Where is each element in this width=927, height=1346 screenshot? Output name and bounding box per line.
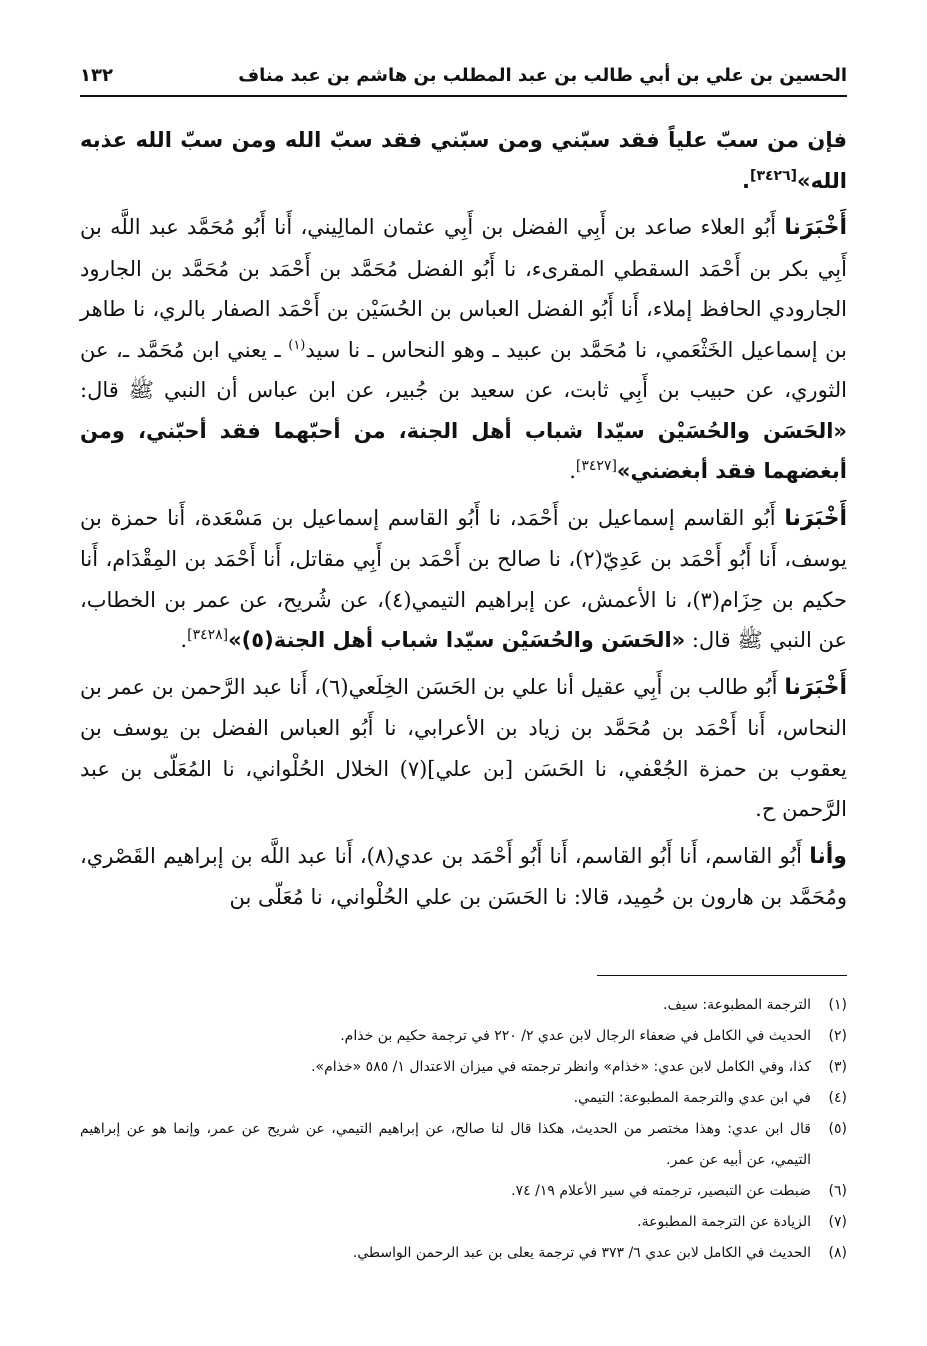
footnote-text: ضبطت عن التبصير، ترجمته في سير الأعلام ١٩/ ٧٤. [511,1183,811,1199]
paragraph-2: أَخْبَرَنا أَبُو العلاء صاعد بن أَبِي الفضل بن أَبِي عثمان المالِيني، أَنا أَبُو مُحَمَّد عبد اللَّه بن أَبِي بكر بن أَحْمَد السقطي المقرىء، نا أَبُو الفضل مُحَمَّد بن أَحْمَد بن مُحَمَّد بن الجارود الجارودي الحافظ إملاء، أَنا أَبُو الفضل العباس بن الحُسَيْن بن أَحْمَد الصفار بالري، نا طاهر بن إسماعيل الخَثْعَمي، نا مُحَمَّد بن عبيد ـ وهو النحاس ـ نا سيد$^{(١)}$ ـ يعني ابن مُحَمَّد ـ، عن الثوري، عن حبيب بن أَبِي ثابت، عن سعيد بن جُبير، عن ابن عباس أن النبي ﷺ قال: «الحَسَن والحُسَيْن سيّدا شباب أهل الجنة، من أحبّهما فقد أحبّني، ومن أبغضهما فقد أبغضني»[٣٤٢٧]. [80,215,847,483]
paragraph-lead: أَخْبَرَنا [784,674,847,700]
footnote-item [80,1238,847,1269]
running-title: الحسين بن علي بن أبي طالب بن عبد المطلب بن هاشم بن عبد مناف [238,64,847,86]
footnote-text: قال ابن عدي: وهذا مختصر من الحديث، هكذا قال لنا صالح، عن إبراهيم التيمي، عن شريح عن عمر، وإنما هو عن إبراهيم التيمي، عن أبيه عن عمر. [80,1121,811,1168]
paragraph-lead: وأنا [809,843,847,869]
paragraph-text: أَبُو القاسم إسماعيل بن أَحْمَد، نا أَبُو القاسم إسماعيل بن مَسْعَدة، أَنا حمزة بن يوسف، أَنا أَبُو أَحْمَد بن عَدِيّ(٢)، نا صالح بن أَحْمَد بن أَبِي مقاتل، أَنا أَحْمَد بن المِقْدَام، أَنا حكيم بن حِزَام(٣)، نا الأعمش، عن إبراهيم التيمي(٤)، عن شُريح، عن عمر بن الخطاب، عن النبي ﷺ قال: [80,505,847,652]
main-text [80,120,847,924]
paragraph-lead: أَخْبَرَنا [784,215,847,240]
paragraph-text: أَبُو العلاء صاعد بن أَبِي الفضل بن أَبِي عثمان المالِيني، أَنا أَبُو مُحَمَّد عبد اللَّه بن أَبِي بكر بن أَحْمَد السقطي المقرىء، نا أَبُو الفضل مُحَمَّد بن أَحْمَد بن مُحَمَّد بن الجارود الجارودي الحافظ إملاء، أَنا أَبُو الفضل العباس بن الحُسَيْن بن أَحْمَد الصفار بالري، نا طاهر بن إسماعيل الخَثْعَمي، نا مُحَمَّد بن عبيد ـ وهو النحاس ـ نا سيد [80,215,847,362]
footnote-text: الزيادة عن الترجمة المطبوعة. [637,1214,811,1230]
footnote-separator [597,975,847,976]
page-number: ١٣٢ [80,64,113,86]
footnote-number: (١) [828,997,847,1013]
footnote-item [80,990,847,1021]
reference-number: [٣٤٢٦] [750,167,798,184]
paragraph-4 [80,667,847,830]
footnote-text: الترجمة المطبوعة: سيف. [663,997,811,1013]
footnote-item [80,1021,847,1052]
footnote-number: (٥) [828,1121,847,1137]
paragraph-text: أَبُو طالب بن أَبِي عقيل أنا علي بن الحَسَن الخِلَعي(٦)، أَنا عبد الرَّحمن بن عمر بن النحاس، أَنا أَحْمَد بن مُحَمَّد بن زياد بن الأعرابي، نا أَبُو العباس الفضل بن يوسف بن يعقوب بن حمزة الجُعْفي، نا الحَسَن [بن علي](٧) الخلال الحُلْواني، نا المُعَلّى بن عبد الرَّحمن ح. [80,674,847,821]
footnote-item [80,1114,847,1176]
footnote-number: (٧) [828,1214,847,1230]
footnote-item [80,1176,847,1207]
paragraph-text: فإن من سبّ علياً فقد سبّني ومن سبّني فقد سبّ الله ومن سبّ الله عذبه الله» [80,128,847,193]
footnote-number: (٢) [828,1028,847,1044]
paragraph-text: أَبُو القاسم، أَنا أَبُو القاسم، أَنا أَبُو أَحْمَد بن عدي(٨)، أَنا عبد اللَّه بن إبراهيم القَصْري، ومُحَمَّد بن هارون بن حُمِيد، قالا: نا الحَسَن بن علي الحُلْواني، نا مُعَلّى بن [80,843,847,909]
footnote-number: (٣) [828,1059,847,1075]
footnote-item [80,1052,847,1083]
paragraph-5 [80,836,847,918]
footnote-text: كذا، وفي الكامل لابن عدي: «خذام» وانظر ترجمته في ميزان الاعتدال ١/ ٥٨٥ «خذام». [311,1059,811,1075]
footnote-item [80,1207,847,1238]
footnote-number: (٤) [828,1090,847,1106]
footnote-text: الحديث في الكامل في ضعفاء الرجال لابن عدي ٢/ ٢٢٠ في ترجمة حكيم بن خذام. [340,1028,811,1044]
hadith-text: «الحَسَن والحُسَيْن سيّدا شباب أهل الجنة، من أحبّهما فقد أحبّني، ومن أبغضهما فقد أبغضني» [80,418,847,483]
paragraph-text-continued: ـ يعني ابن مُحَمَّد ـ، عن الثوري، عن حبيب بن أَبِي ثابت، عن سعيد بن جُبير، عن ابن عباس أن النبي ﷺ قال: [80,337,847,402]
footnote-marker: (١) [288,337,306,353]
paragraph-3: أَخْبَرَنا أَبُو القاسم إسماعيل بن أَحْمَد، نا أَبُو القاسم إسماعيل بن مَسْعَدة، أَنا حمزة بن يوسف، أَنا أَبُو أَحْمَد بن عَدِيّ(٢)، نا صالح بن أَحْمَد بن أَبِي مقاتل، أَنا أَحْمَد بن المِقْدَام، أَنا حكيم بن حِزَام(٣)، نا الأعمش، عن إبراهيم التيمي(٤)، عن شُريح، عن عمر بن الخطاب، عن النبي ﷺ قال: «الحَسَن والحُسَيْن سيّدا شباب أهل الجنة(٥)»[٣٤٢٨]. [80,505,847,652]
footnote-text: الحديث في الكامل لابن عدي ٦/ ٣٧٣ في ترجمة يعلى بن عبد الرحمن الواسطي. [352,1245,811,1261]
paragraph-lead: أَخْبَرَنا [784,505,847,531]
footnote-number: (٨) [828,1245,847,1261]
paragraph-1: فإن من سبّ علياً فقد سبّني ومن سبّني فقد سبّ الله ومن سبّ الله عذبه الله»[٣٤٢٦]. [80,128,847,193]
header-rule [80,95,847,97]
footnotes [80,990,847,1269]
footnote-number: (٦) [828,1183,847,1199]
footnote-item [80,1083,847,1114]
page-header [80,58,847,92]
reference-number: [٣٤٢٨] [187,627,229,643]
reference-number: [٣٤٢٧] [575,458,617,474]
hadith-text: «الحَسَن والحُسَيْن سيّدا شباب أهل الجنة(٥)» [228,628,686,652]
footnote-text: في ابن عدي والترجمة المطبوعة: التيمي. [573,1090,811,1106]
